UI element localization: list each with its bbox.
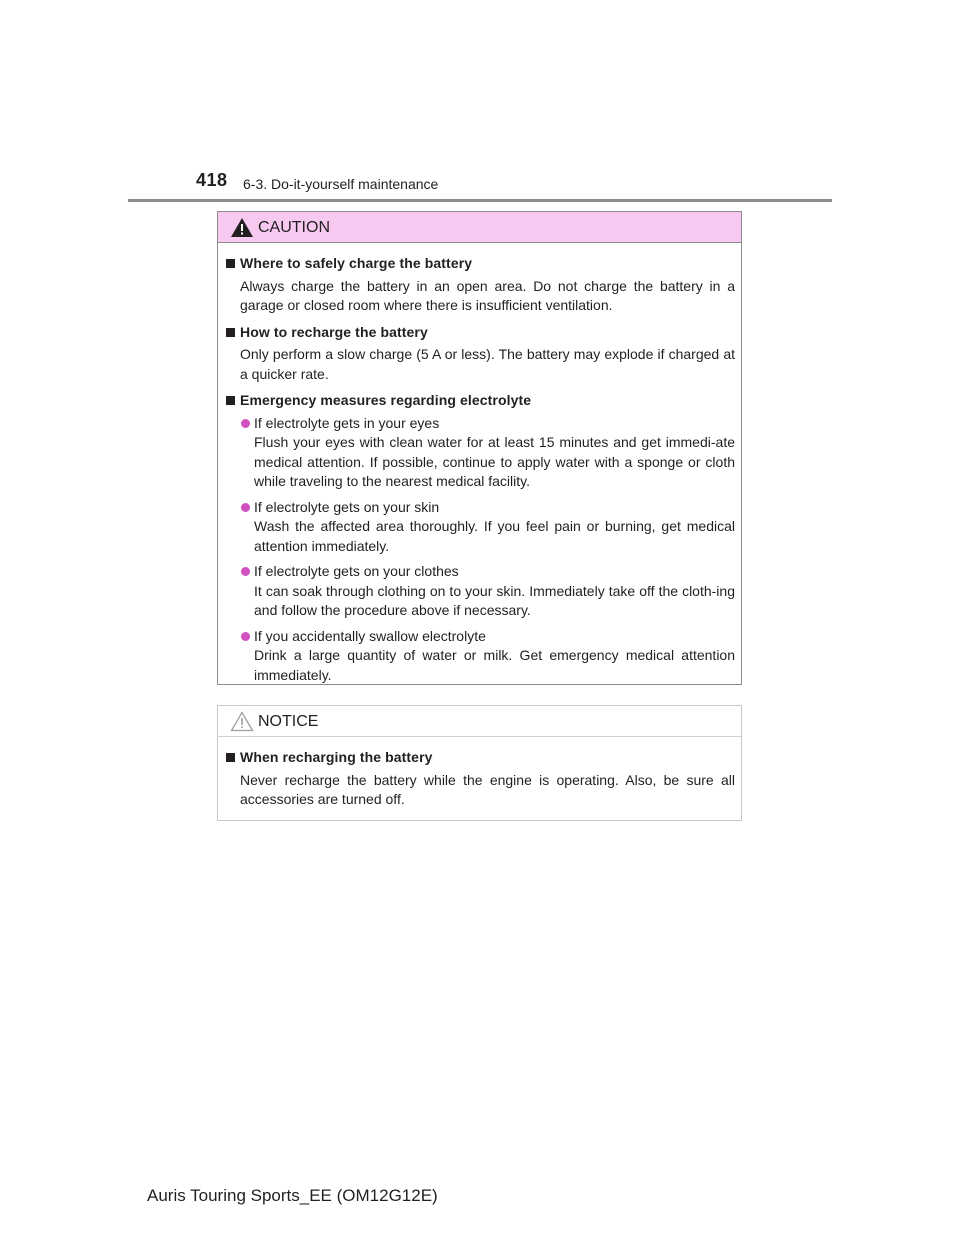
- item-title: When recharging the battery: [240, 749, 433, 765]
- caution-body: [218, 243, 741, 685]
- round-bullet-icon: [241, 419, 250, 428]
- subitem-text: Flush your eyes with clean water for at least 15 minutes and get immedi-ate medical attention. If possible, continue to apply water with a sponge or cloth while traveling to the nearest medical facility.: [254, 434, 735, 489]
- notice-box: [217, 705, 742, 821]
- item-title: Where to safely charge the battery: [240, 255, 473, 271]
- subitem-eyes: [224, 414, 735, 492]
- subitem-title: If electrolyte gets on your clothes: [254, 563, 459, 579]
- subitem-clothes: [224, 562, 735, 621]
- warning-triangle-outline-icon: [230, 711, 254, 732]
- subitem-swallow: [224, 627, 735, 686]
- square-bullet-icon: [226, 396, 235, 405]
- section-title: 6-3. Do-it-yourself maintenance: [243, 176, 439, 192]
- subitem-skin: [224, 498, 735, 557]
- item-text: Never recharge the battery while the engine is operating. Also, be sure all accessories are turned off.: [240, 771, 735, 807]
- caution-item-emergency: [224, 391, 735, 685]
- header-divider: [128, 199, 832, 202]
- caution-item-charge-location: [224, 254, 735, 316]
- notice-body: [218, 737, 741, 810]
- subitem-title: If electrolyte gets in your eyes: [254, 414, 440, 431]
- square-bullet-icon: [226, 753, 235, 762]
- item-text: Always charge the battery in an open area. Do not charge the battery in a garage or closed room where there is insufficient ventilation.: [240, 277, 735, 313]
- notice-label: NOTICE: [258, 713, 319, 730]
- round-bullet-icon: [241, 503, 250, 512]
- subitem-title: If electrolyte gets on your skin: [254, 498, 440, 515]
- square-bullet-icon: [226, 259, 235, 268]
- subitem-text: Drink a large quantity of water or milk. Get emergency medical attention immediately.: [254, 647, 735, 683]
- warning-triangle-icon: [230, 217, 254, 238]
- caution-label: CAUTION: [258, 219, 330, 236]
- page-number: 418: [196, 170, 228, 190]
- round-bullet-icon: [241, 567, 250, 576]
- item-title: How to recharge the battery: [240, 323, 428, 340]
- caution-item-recharge: [224, 323, 735, 385]
- caution-box: [217, 211, 742, 685]
- square-bullet-icon: [226, 328, 235, 337]
- notice-item-recharging: [224, 748, 735, 810]
- round-bullet-icon: [241, 632, 250, 641]
- caution-header: [218, 212, 741, 243]
- subitem-text: Wash the affected area thoroughly. If you feel pain or burning, get medical attention immediately.: [254, 518, 735, 554]
- item-text: Only perform a slow charge (5 A or less). The battery may explode if charged at a quicker rate.: [240, 346, 735, 382]
- subitem-title: If you accidentally swallow electrolyte: [254, 627, 486, 644]
- item-title: Emergency measures regarding electrolyte: [240, 392, 532, 408]
- notice-header: [218, 706, 741, 737]
- footer-model-code: Auris Touring Sports_EE (OM12G12E): [147, 1186, 438, 1205]
- subitem-text: It can soak through clothing on to your skin. Immediately take off the cloth-ing and follow the procedure above if necessary.: [254, 582, 735, 618]
